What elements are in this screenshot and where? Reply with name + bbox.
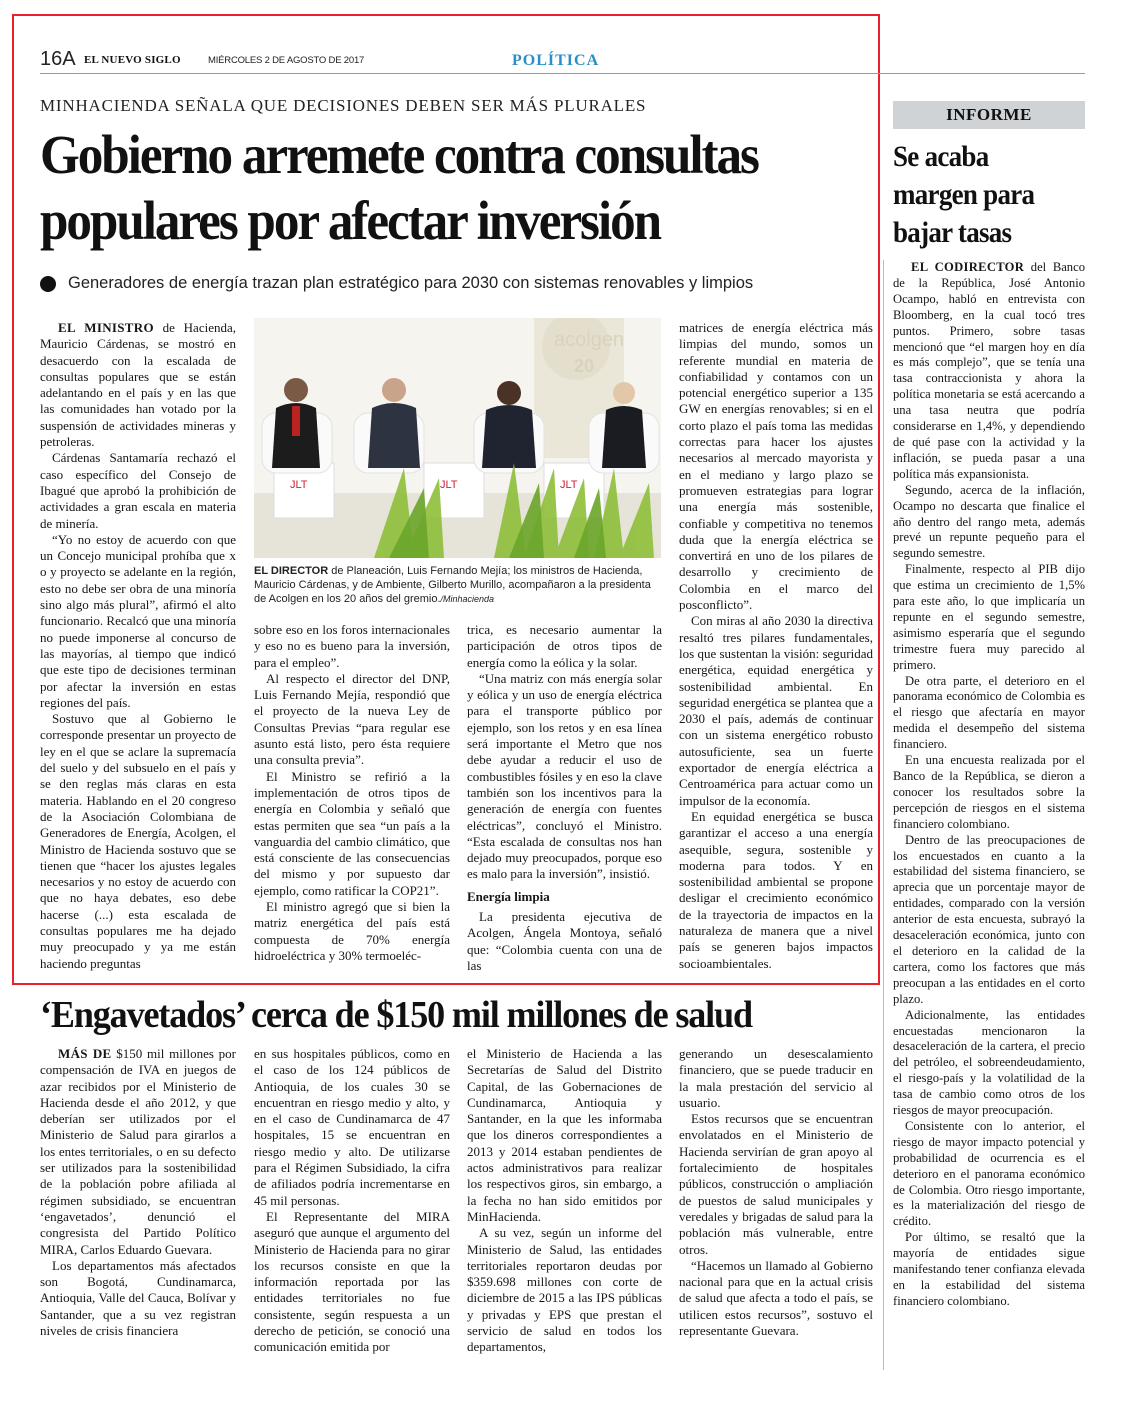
podium-logo: JLT bbox=[440, 479, 458, 491]
page-number: 16A bbox=[40, 48, 76, 70]
paragraph bbox=[40, 1046, 236, 1258]
paragraph: Finalmente, respecto al PIB dijo que estima un crecimiento de 1,5% para este año, lo que implicaría un repunte en el segundo semestre, asimismo esperaría que el segundo trimestre fuera muy parecido al primero. bbox=[893, 562, 1085, 672]
bullet-icon bbox=[40, 276, 56, 292]
paragraph: Cárdenas Santamaría rechazó el caso específico del Consejo de Ibagué que aprobó la prohibición de actividades a gran escala en materia de minería. bbox=[40, 450, 236, 531]
paragraph: A su vez, según un informe del Ministerio de Salud, las entidades territoriales reportaron deudas por $359.698 millones con corte de diciembre de 2015 a las IPS públicas y privadas y EPS que prestan el servicio de salud en todos los departamentos, bbox=[467, 1225, 662, 1355]
paragraph: Los departamentos más afectados son Bogotá, Cundinamarca, Antioquia, Valle del Cauca, Bolívar y Santander, que a su vez registran niveles de crisis financiera bbox=[40, 1257, 236, 1339]
paragraph: El ministro agregó que si bien la matriz energética del país está compuesta de 70% energía hidroeléctrica y 30% termoeléc- bbox=[254, 899, 450, 963]
main-column-1 bbox=[40, 320, 236, 972]
event-photo-illustration bbox=[254, 318, 661, 558]
newspaper-name: EL NUEVO SIGLO bbox=[84, 54, 181, 66]
paragraph: en sus hospitales públicos, como en el caso de los 124 públicos de Antioquia, de los cuales 30 se encuentran en riesgo medio y alto, y en el caso de Cundinamarca de 47 hospitales, 15 se encuentran en riesgo medio y alto. De utilizarse para el Régimen Subsidiado, la cifra de afiliados podría incrementarse en 45 mil personas. bbox=[254, 1046, 450, 1208]
paragraph-text: $150 mil millones por compensación de IVA en juegos de azar recibidos por el Ministerio de Hacienda desde el año 2012, y que deberían ser utilizados por el Ministerio de Salud para girarlos a los entes territoriales, o en su defecto ser utilizados para la sostenibilidad de la población pobre afiliada al régimen subsidiado, se encuentran ‘engavetados’, denunció el congresista del Partido Político MIRA, Carlos Eduardo Guevara. bbox=[40, 1046, 236, 1257]
paragraph: Segundo, acerca de la inflación, Ocampo no descarta que finalice el año dentro del rango meta, además prevé un repunte pequeño para el segundo semestre. bbox=[893, 482, 1085, 561]
article-kicker: MINHACIENDA SEÑALA QUE DECISIONES DEBEN SER MÁS PLURALES bbox=[40, 96, 647, 115]
subheading: Energía limpia bbox=[467, 888, 550, 904]
paragraph: Adicionalmente, las entidades encuestadas mencionaron la desaceleración de la cartera, el precio del petróleo, el sobreendeudamiento, el riesgo-país y la volatilidad de la tasa de cambio como otros de los riesgos de mayor preocupación. bbox=[893, 1007, 1085, 1118]
paragraph: Consistente con lo anterior, el riesgo de mayor impacto potencial y probabilidad de ocurrencia es el deterioro en el panorama económico de Colombia. Otro riesgo importante, es la materialización del riesgo de crédito. bbox=[893, 1118, 1085, 1229]
paragraph: Sostuvo que al Gobierno le corresponde presentar un proyecto de ley en el que se aclare la supremacía del suelo y del subsuelo en el país y se den reglas más claras en esta materia. Hablando en el 20 congreso de la Asociación Colombiana de Generadores de Energía, Acolgen, el Ministro de Hacienda sostuvo que se tienen que “hacer los ajustes legales necesarios y no estoy de acuerdo con que no haya debates, eso debe hacerse (...) esta escalada de consultas populares me ha dejado muy preocupado y ya me están haciendo preguntas bbox=[40, 711, 236, 971]
paragraph: matrices de energía eléctrica más limpias del mundo, somos un referente mundial en materia de confiabilidad y contamos con un potencial energético superior a 135 GW en energías renovables; si en el corto plazo el país toma las medidas correctas para hacer los ajustes necesarios al mercado mayorista y en el mediano y largo plazo se promueven estrategias para lograr una energía más sostenible, confiable y competitiva no tenemos duda que la energía eléctrica se convertirá en uno de los pilares de desarrollo y crecimiento de Colombia en el marco del posconflicto”. bbox=[679, 320, 873, 613]
photo-credit: /Minhacienda bbox=[440, 594, 495, 604]
lead-in: MÁS DE bbox=[58, 1046, 112, 1061]
paragraph: “Hacemos un llamado al Gobierno nacional para que en la actual crisis de salud que afecta a todo el país, se utilicen estos recursos”, sostuvo el representante Guevara. bbox=[679, 1257, 873, 1339]
paragraph: Con miras al año 2030 la directiva resaltó tres pilares fundamentales, los que sustentan la visión: seguridad energética, equidad energética y sostenibilidad ambiental. En seguridad energética se plantea que a 2030 el país, además de continuar con un sistema energético robusto autosuficiente, sea un fuerte exportador de energía eléctrica a Centroamérica para actuar como un impulsor de la economía. bbox=[679, 613, 873, 808]
paragraph-text: del Banco de la República, José Antonio Ocampo, habló en entrevista con Bloomberg, en la cual tocó tres puntos. Primero, sobre tasas mencionó que “el margen hoy en día es más complejo”, que se tenía una tasa contraccionista y ahora la política monetaria se está acercando a una tasa neutra que podría considerarse en 1,4%, y dependiendo de qué pase con la actividad y la inflación, se pueda pasar a una política más expansionista. bbox=[893, 260, 1085, 481]
second-column-4 bbox=[679, 1046, 873, 1339]
headline-line-1: Gobierno arremete contra consultas bbox=[40, 124, 758, 185]
banner-number: 20 bbox=[574, 356, 595, 376]
paragraph: En una encuesta realizada por el Banco de la República, se dieron a conocer los resultados sobre la percepción de riesgos en el sistema financiero colombiano. bbox=[893, 753, 1085, 831]
caption-text: de Planeación, Luis Fernando Mejía; los ministros de Hacienda, Mauricio Cárdenas, y de Ambiente, Gilberto Murillo, acompañaron a la presidenta de Acolgen en los 20 años del gremio. bbox=[254, 565, 651, 605]
photo-caption bbox=[254, 564, 661, 606]
second-column-1 bbox=[40, 1046, 236, 1339]
paragraph: sobre eso en los foros internacionales y eso no es bueno para la inversión, para el empleo”. bbox=[254, 622, 450, 670]
article-deck bbox=[40, 274, 870, 293]
paragraph: El Representante del MIRA aseguró que aunque el argumento del Ministerio de Hacienda para no girar los recursos consiste en que la información reportada por las entidades territoriales no fue consistente, según respuesta a un derecho de petición, se conoció una comunicación emitida por bbox=[254, 1208, 450, 1355]
paragraph: trica, es necesario aumentar la participación de otros tipos de energía como la eólica y la solar. bbox=[467, 622, 662, 670]
section-name: POLÍTICA bbox=[512, 52, 600, 69]
issue-date: MIÉRCOLES 2 DE AGOSTO DE 2017 bbox=[208, 55, 365, 66]
podium-logo: JLT bbox=[290, 479, 308, 491]
sidebar-tag: INFORME bbox=[893, 101, 1085, 129]
second-column-2 bbox=[254, 1046, 450, 1356]
headline-line-2: populares por afectar inversión bbox=[40, 190, 661, 251]
podium-logo: JLT bbox=[560, 479, 578, 491]
paragraph: Dentro de las preocupaciones de los encuestados en cuanto a la estabilidad del sistema financiero, se aprecia que un porcentaje mayor de entidades, comparado con la versión anterior de esta encuesta, subrayó la desaceleración económica, junto con el deterioro en la calidad de la cartera, como los factores que más preocupan a las entidades en el corto plazo. bbox=[893, 832, 1085, 1006]
article-headline bbox=[40, 122, 821, 254]
paragraph: La presidenta ejecutiva de Acolgen, Ángela Montoya, señaló que: “Colombia cuenta con una de las bbox=[467, 909, 662, 973]
banner-text: acolgen bbox=[554, 329, 625, 351]
paragraph: El Ministro se refirió a la implementación de otros tipos de energía en Colombia y señaló que estas permiten que sea “un país a la vanguardia del cambio climático, que está consciente de las consecuencias del mismo y por supuesto dar ejemplo, como ratificar la COP21”. bbox=[254, 768, 450, 898]
second-article-headline: ‘Engavetados’ cerca de $150 mil millones de salud bbox=[40, 994, 752, 1036]
event-photo bbox=[254, 318, 661, 558]
paragraph-text: de Hacienda, Mauricio Cárdenas, se mostró en desacuerdo con la escalada de consultas populares que se están adelantando en el país y en las que las comunidades han votado por la suspensión de actividades mineras y petroleras. bbox=[40, 320, 236, 450]
paragraph: el Ministerio de Hacienda a las Secretarías de Salud del Distrito Capital, de las Gobernaciones de Cundinamarca, Antioquia y Santander, en la que les informaba que los dineros correspondientes a 2013 y 2014 estaban pendientes de actos administrativos para realizar los respectivos giros, sin embargo, a la fecha no han sido emitidos por MinHacienda. bbox=[467, 1046, 662, 1224]
sidebar-title-line: Se acaba bbox=[893, 140, 989, 173]
paragraph: En equidad energética se busca garantizar el acceso a una energía asequible, segura, sostenible y moderna para todos. Y en sostenibilidad ambiental se propone desligar el crecimiento económico de la trayectoria de impactos en la naturaleza de manera que a nivel país se generen bajos impactos socioambientales. bbox=[679, 808, 873, 971]
deck-text: Generadores de energía trazan plan estratégico para 2030 con sistemas renovables y limpios bbox=[68, 274, 754, 292]
lead-in: EL CODIRECTOR bbox=[911, 260, 1025, 274]
paragraph bbox=[40, 320, 236, 450]
paragraph: “Yo no estoy de acuerdo con que un Concejo municipal prohíba que x o y proyecto se adelante en la región, esto no debe ser obra de una minoría sino algo más plural”, afirmó el alto funcionario. Recalcó que una minoría no puede imponerse al concurso de las mayorías, al tiempo que indicó que este tipo de decisiones terminan por afectar la inversión en estas regiones del país. bbox=[40, 531, 237, 710]
caption-lead: EL DIRECTOR bbox=[254, 565, 329, 577]
main-column-4 bbox=[679, 320, 873, 972]
paragraph: “Una matriz con más energía solar y eólica y un uso de energía eléctrica para el transporte público por ejemplo, son los retos y en esa línea será importante el Metro que nos debe ayudar a reducir el uso de combustibles fósiles y en eso la clave también son los incentivos para la generación de energía con fuentes eléctricas”, concluyó el Ministro. “Esta escalada de consultas nos han dejado muy preocupados, porque eso es malo para la inversión”, insistió. bbox=[467, 670, 662, 882]
sidebar-divider bbox=[883, 260, 884, 1370]
main-column-2 bbox=[254, 622, 450, 964]
page-header bbox=[40, 50, 1085, 74]
sidebar-title-line: bajar tasas bbox=[893, 216, 1012, 249]
main-column-3 bbox=[467, 622, 662, 974]
lead-in: EL MINISTRO bbox=[58, 320, 154, 335]
paragraph: Al respecto el director del DNP, Luis Fernando Mejía, respondió que el proyecto de la nueva Ley de Consultas Previas “para regular ese asunto está listo, pero ésta requiere una consulta previa”. bbox=[254, 670, 450, 768]
paragraph: Por último, se resaltó que la mayoría de entidades sigue manifestando tener confianza elevada en la estabilidad del sistema financiero colombiano. bbox=[893, 1230, 1085, 1308]
paragraph bbox=[893, 260, 1085, 483]
paragraph: Estos recursos que se encuentran envolatados en el Ministerio de Hacienda servirían de gran apoyo al fortalecimiento de hospitales públicos, construcción o ampliación de puestos de salud municipales y veredales y brigadas de salud para la población más vulnerable, entre otros. bbox=[679, 1111, 873, 1257]
sidebar-body bbox=[893, 260, 1085, 1310]
second-column-3 bbox=[467, 1046, 662, 1356]
paragraph: De otra parte, el deterioro en el panorama económico de Colombia es el riesgo que afectaría en mayor medida el desempeño del sistema financiero. bbox=[893, 673, 1085, 752]
sidebar-title bbox=[893, 138, 1073, 252]
sidebar-title-line: margen para bbox=[893, 178, 1035, 211]
paragraph: generando un desescalamiento financiero, que se puede traducir en la mala prestación del servicio al usuario. bbox=[679, 1046, 873, 1110]
